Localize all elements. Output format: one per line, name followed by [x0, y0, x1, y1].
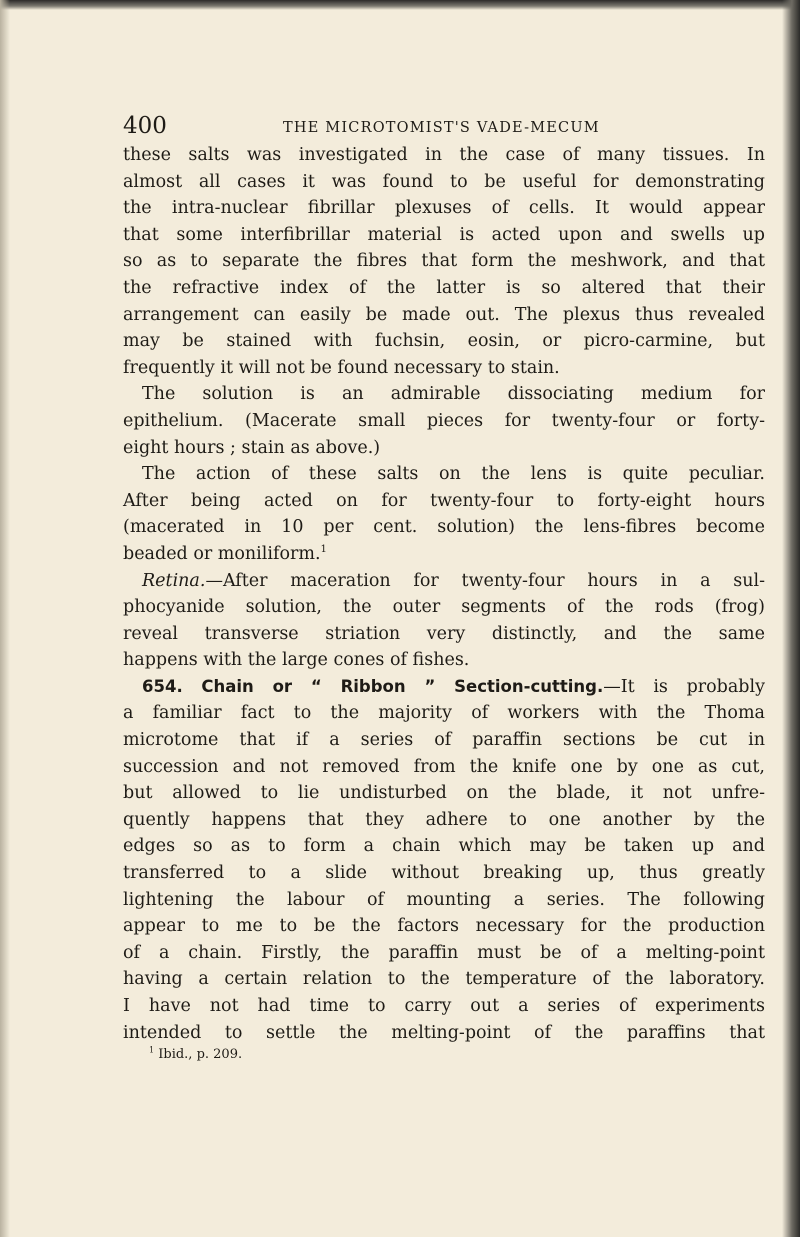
section-title: Chain or “ Ribbon ” Section-cutting.	[201, 676, 604, 696]
retina-label: Retina.	[142, 570, 206, 591]
text-line: eight hours ; stain as above.)	[123, 437, 381, 458]
text-line: may be stained with fuchsin, eosin, or picro-carmine, but	[123, 331, 765, 352]
text-line: reveal transverse striation very distinctly, and the same	[123, 623, 765, 644]
text-line: The action of these salts on the lens is quite peculiar.	[142, 464, 765, 485]
text-line: but allowed to lie undisturbed on the blade, it not unfre-	[123, 783, 765, 804]
running-head: THE MICROTOMIST'S VADE-MECUM	[283, 120, 600, 136]
text-line: of a chain. Firstly, the paraffin must be of a melting-point	[123, 942, 765, 963]
text-line: the intra-nuclear fibrillar plexuses of cells. It would appear	[123, 198, 765, 219]
scan-edge-right	[782, 0, 800, 1237]
body-text	[123, 142, 765, 1046]
text-line: quently happens that they adhere to one another by the	[123, 809, 765, 830]
text-line: the refractive index of the latter is so altered that their	[123, 277, 765, 298]
text-line: edges so as to form a chain which may be taken up and	[123, 836, 765, 857]
footnote-marker: 1	[149, 1045, 155, 1055]
footnote	[123, 1046, 765, 1064]
text-line-content: —After maceration for twenty-four hours in a sul-	[205, 570, 765, 591]
scan-edge-left	[0, 0, 10, 1237]
text-line: After being acted on for twenty-four to forty-eight hours	[123, 490, 765, 511]
page-number: 400	[123, 113, 167, 139]
text-line: almost all cases it was found to be useful for demonstrating	[123, 171, 765, 192]
text-line: epithelium. (Macerate small pieces for twenty-four or forty-	[123, 410, 765, 431]
text-line: so as to separate the fibres that form the meshwork, and that	[123, 251, 765, 272]
text-line: (macerated in 10 per cent. solution) the lens-fibres become	[123, 517, 765, 538]
footnote-ref: 1	[320, 544, 327, 556]
text-line: The solution is an admirable dissociating medium for	[142, 384, 765, 405]
book-page	[123, 112, 765, 1064]
footnote-text: Ibid., p. 209.	[158, 1047, 243, 1063]
text-line: intended to settle the melting-point of the paraffins that	[123, 1022, 765, 1043]
text-line	[123, 541, 765, 568]
text-line	[123, 674, 765, 701]
text-line: phocyanide solution, the outer segments of the rods (frog)	[123, 597, 765, 618]
text-line: I have not had time to carry out a series of experiments	[123, 996, 765, 1016]
text-line: appear to me to be the factors necessary for the production	[123, 916, 765, 937]
text-line: microtome that if a series of paraffin sections be cut in	[123, 730, 765, 751]
text-line: transferred to a slide without breaking up, thus greatly	[123, 863, 765, 884]
text-line-content: beaded or moniliform.	[123, 543, 321, 564]
text-line: happens with the large cones of fishes.	[123, 650, 470, 671]
text-line: lightening the labour of mounting a series. The following	[123, 889, 765, 910]
section-number: 654.	[142, 676, 183, 696]
text-line: having a certain relation to the temperature of the laboratory.	[123, 969, 765, 990]
text-line: these salts was investigated in the case of many tissues. In	[123, 145, 765, 165]
text-line: arrangement can easily be made out. The plexus thus revealed	[123, 304, 765, 325]
text-line: that some interfibrillar material is acted upon and swells up	[123, 224, 765, 245]
text-line-content: —It is probably	[603, 676, 765, 697]
page-header	[123, 112, 765, 142]
text-line: frequently it will not be found necessary to stain.	[123, 357, 560, 378]
scan-edge-top	[0, 0, 800, 10]
text-line	[123, 568, 765, 595]
text-line: succession and not removed from the knife one by one as cut,	[123, 756, 765, 777]
text-line: a familiar fact to the majority of workers with the Thoma	[123, 703, 765, 724]
